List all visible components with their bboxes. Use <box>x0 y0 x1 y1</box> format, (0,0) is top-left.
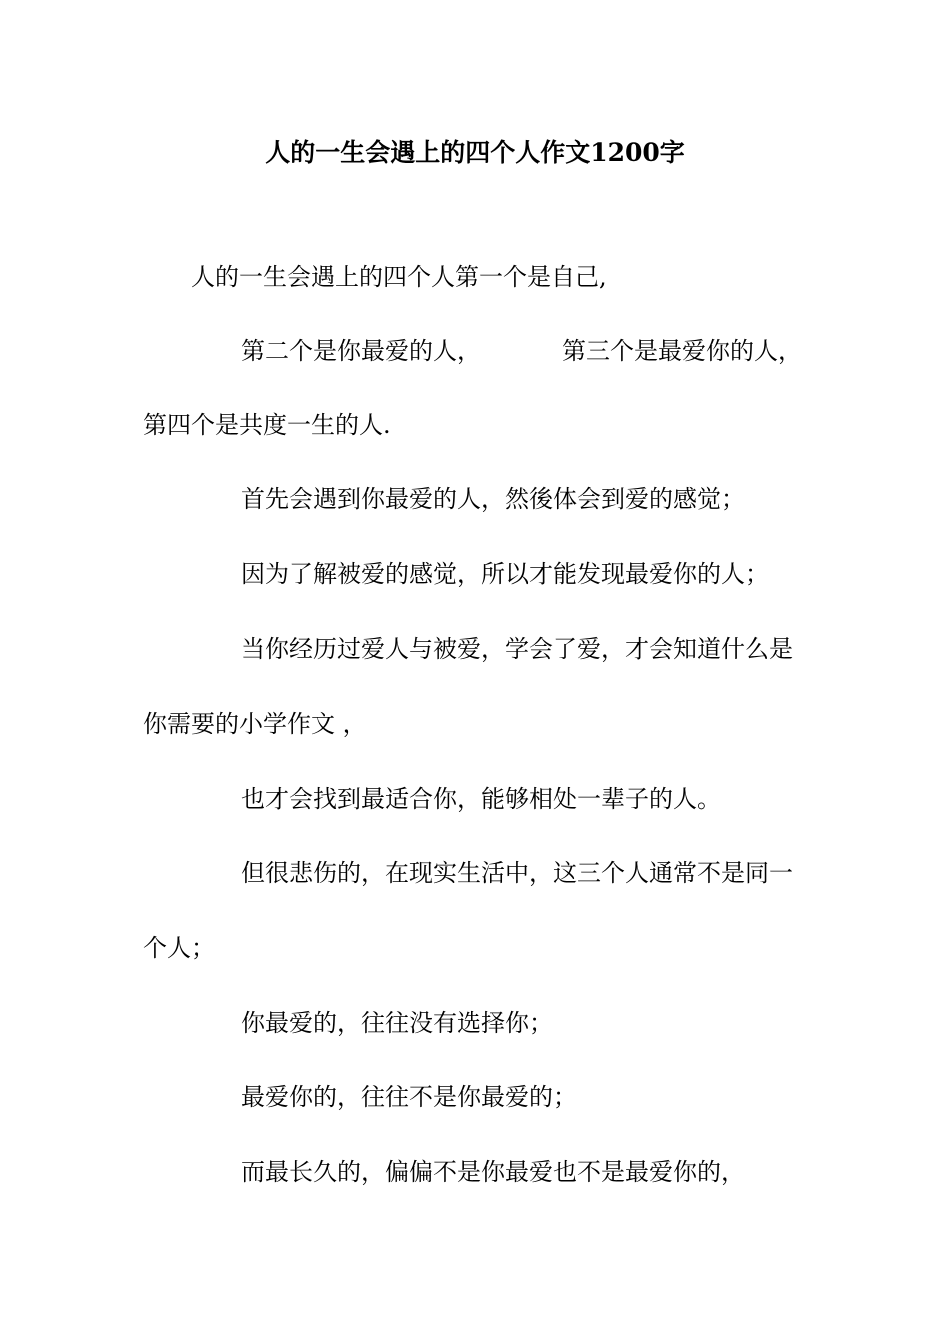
paragraph-line: 当你经历过爱人与被爱，学会了爱，才会知道什么是 <box>241 635 793 663</box>
paragraph-line: 但很悲伤的，在现实生活中，这三个人通常不是同一 <box>241 859 793 887</box>
paragraph-line: 第三个是最爱你的人， <box>562 337 802 365</box>
paragraph-line: 首先会遇到你最爱的人，然後体会到爱的感觉； <box>241 485 745 513</box>
paragraph-line: 你最爱的，往往没有选择你； <box>241 1009 553 1037</box>
paragraph-line: 第二个是你最爱的人， <box>241 337 481 365</box>
paragraph-line: 也才会找到最适合你，能够相处一辈子的人。 <box>241 785 721 813</box>
paragraph-line: 个人； <box>143 934 215 962</box>
paragraph-line: 第四个是共度一生的人. <box>143 411 391 439</box>
document-title: 人的一生会遇上的四个人作文1200字 <box>265 138 685 167</box>
paragraph-line: 人的一生会遇上的四个人第一个是自己, <box>191 263 607 291</box>
paragraph-line: 因为了解被爱的感觉，所以才能发现最爱你的人； <box>241 560 769 588</box>
paragraph-line: 你需要的小学作文 ， <box>143 710 367 738</box>
paragraph-line: 而最长久的，偏偏不是你最爱也不是最爱你的， <box>241 1158 745 1186</box>
paragraph-line: 最爱你的，往往不是你最爱的； <box>241 1083 577 1111</box>
